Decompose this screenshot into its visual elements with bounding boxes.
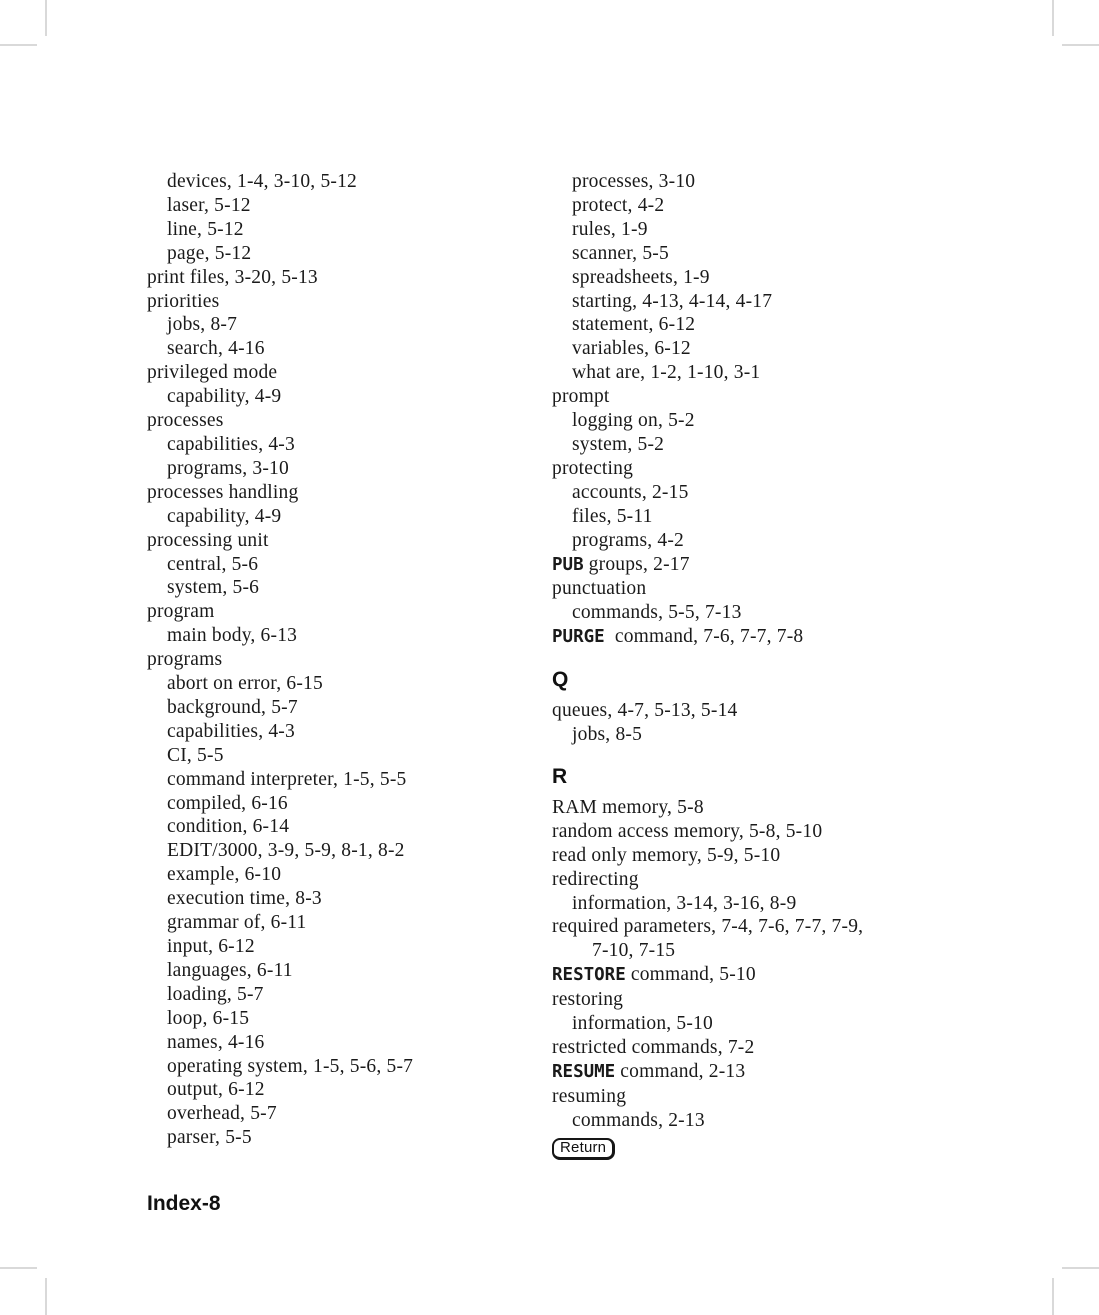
index-entry: example, 6-10 (167, 864, 282, 886)
index-entry: grammar of, 6-11 (167, 912, 307, 934)
crop-mark-top-left-vertical (45, 0, 47, 36)
index-entry: random access memory, 5-8, 5-10 (552, 820, 823, 842)
index-entry-text: command, 2-13 (615, 1060, 746, 1082)
index-entry: punctuation (552, 578, 647, 600)
index-entry: page, 5-12 (167, 242, 252, 264)
crop-mark-bottom-right-horizontal (1062, 1267, 1099, 1269)
index-entry: restoring (552, 989, 624, 1011)
index-column-left (147, 170, 542, 1150)
index-entry: execution time, 8-3 (167, 888, 322, 910)
crop-mark-top-right-horizontal (1062, 44, 1099, 46)
index-entry: operating system, 1-5, 5-6, 5-7 (167, 1055, 414, 1077)
index-entry (552, 553, 992, 578)
index-entry: loop, 6-15 (167, 1007, 250, 1029)
index-entry (552, 625, 992, 650)
index-entry: jobs, 8-5 (572, 724, 643, 746)
command-name: RESTORE (552, 965, 626, 986)
index-entry: processes (147, 410, 224, 432)
index-entry: variables, 6-12 (572, 338, 691, 360)
crop-mark-bottom-left-horizontal (0, 1267, 37, 1269)
index-entry: condition, 6-14 (167, 816, 290, 838)
index-entry: EDIT/3000, 3-9, 5-9, 8-1, 8-2 (167, 840, 405, 862)
index-entry (552, 1060, 992, 1085)
index-column-right (552, 170, 992, 1160)
index-entry: RAM memory, 5-8 (552, 796, 704, 818)
index-entry: loading, 5-7 (167, 983, 264, 1005)
index-entry: parser, 5-5 (167, 1127, 252, 1149)
index-entry: protecting (552, 457, 634, 479)
index-entry: capability, 4-9 (167, 386, 282, 408)
index-entry: output, 6-12 (167, 1079, 265, 1101)
index-entry: redirecting (552, 868, 639, 890)
index-entry: commands, 2-13 (572, 1109, 705, 1131)
index-entry: system, 5-6 (167, 577, 260, 599)
index-entry: processes, 3-10 (572, 171, 696, 192)
index-entry: search, 4-16 (167, 338, 265, 360)
index-entry: laser, 5-12 (167, 194, 251, 216)
index-entry-text: command, 7-6, 7-7, 7-8 (604, 626, 804, 648)
index-entry: languages, 6-11 (167, 959, 293, 981)
index-entry: accounts, 2-15 (572, 481, 689, 503)
index-entry: capability, 4-9 (167, 505, 282, 527)
index-entry: programs, 4-2 (572, 529, 684, 551)
index-entry: input, 6-12 (167, 936, 255, 957)
index-entry: logging on, 5-2 (572, 410, 695, 432)
index-entry: programs, 3-10 (167, 457, 289, 479)
index-entry: priorities (147, 290, 220, 312)
index-entry: names, 4-16 (167, 1031, 265, 1053)
index-entry: capabilities, 4-3 (167, 720, 295, 742)
index-entry: 7-10, 7-15 (592, 940, 676, 962)
crop-mark-bottom-right-vertical (1052, 1278, 1054, 1315)
page-number: Index-8 (147, 1192, 221, 1215)
index-entry: prompt (552, 386, 610, 408)
index-entry: information, 3-14, 3-16, 8-9 (572, 892, 797, 914)
index-entry: devices, 1-4, 3-10, 5-12 (167, 171, 358, 192)
crop-mark-top-right-vertical (1052, 0, 1054, 36)
command-name: PURGE (552, 627, 605, 648)
index-entry: print files, 3-20, 5-13 (147, 266, 318, 288)
index-entry-text: command, 5-10 (625, 964, 756, 986)
index-entry: program (147, 601, 215, 623)
key-symbol-line (552, 1135, 992, 1160)
index-entry: information, 5-10 (572, 1013, 713, 1035)
index-entry: restricted commands, 7-2 (552, 1037, 755, 1058)
crop-mark-bottom-left-vertical (45, 1278, 47, 1315)
index-entry: spreadsheets, 1-9 (572, 266, 710, 288)
index-entry: statement, 6-12 (572, 314, 696, 336)
index-entry: abort on error, 6-15 (167, 673, 323, 695)
index-entry: read only memory, 5-9, 5-10 (552, 844, 781, 866)
index-entry: queues, 4-7, 5-13, 5-14 (552, 700, 738, 722)
index-entry: command interpreter, 1-5, 5-5 (167, 768, 407, 790)
index-entry: capabilities, 4-3 (167, 433, 295, 455)
index-entry: scanner, 5-5 (572, 242, 669, 264)
command-name: PUB (552, 554, 584, 575)
crop-mark-top-left-horizontal (0, 44, 37, 46)
index-entry: CI, 5-5 (167, 744, 224, 766)
index-entry: starting, 4-13, 4-14, 4-17 (572, 290, 773, 312)
index-entry: main body, 6-13 (167, 625, 298, 647)
index-entry: privileged mode (147, 362, 278, 384)
section-heading-r: R (552, 764, 568, 788)
index-entry: line, 5-12 (167, 218, 244, 240)
index-entry (552, 963, 992, 988)
index-entry: jobs, 8-7 (167, 314, 238, 336)
index-entry: rules, 1-9 (572, 218, 648, 240)
return-key: Return (552, 1138, 615, 1160)
index-entry: compiled, 6-16 (167, 792, 288, 814)
index-entry: resuming (552, 1085, 627, 1107)
index-entry: what are, 1-2, 1-10, 3-1 (572, 362, 761, 384)
index-entry-text: groups, 2-17 (583, 553, 690, 575)
index-entry: protect, 4-2 (572, 194, 665, 216)
index-entry: commands, 5-5, 7-13 (572, 602, 742, 624)
index-entry: system, 5-2 (572, 433, 665, 455)
index-entry: programs (147, 649, 223, 671)
index-entry: processing unit (147, 529, 269, 551)
section-heading-q: Q (552, 668, 569, 692)
index-entry: processes handling (147, 481, 299, 503)
command-name: RESUME (552, 1061, 616, 1082)
index-entry: overhead, 5-7 (167, 1103, 277, 1125)
index-entry: required parameters, 7-4, 7-6, 7-7, 7-9, (552, 916, 864, 938)
index-entry: central, 5-6 (167, 553, 259, 575)
index-entry: background, 5-7 (167, 696, 298, 718)
index-entry: files, 5-11 (572, 505, 653, 527)
